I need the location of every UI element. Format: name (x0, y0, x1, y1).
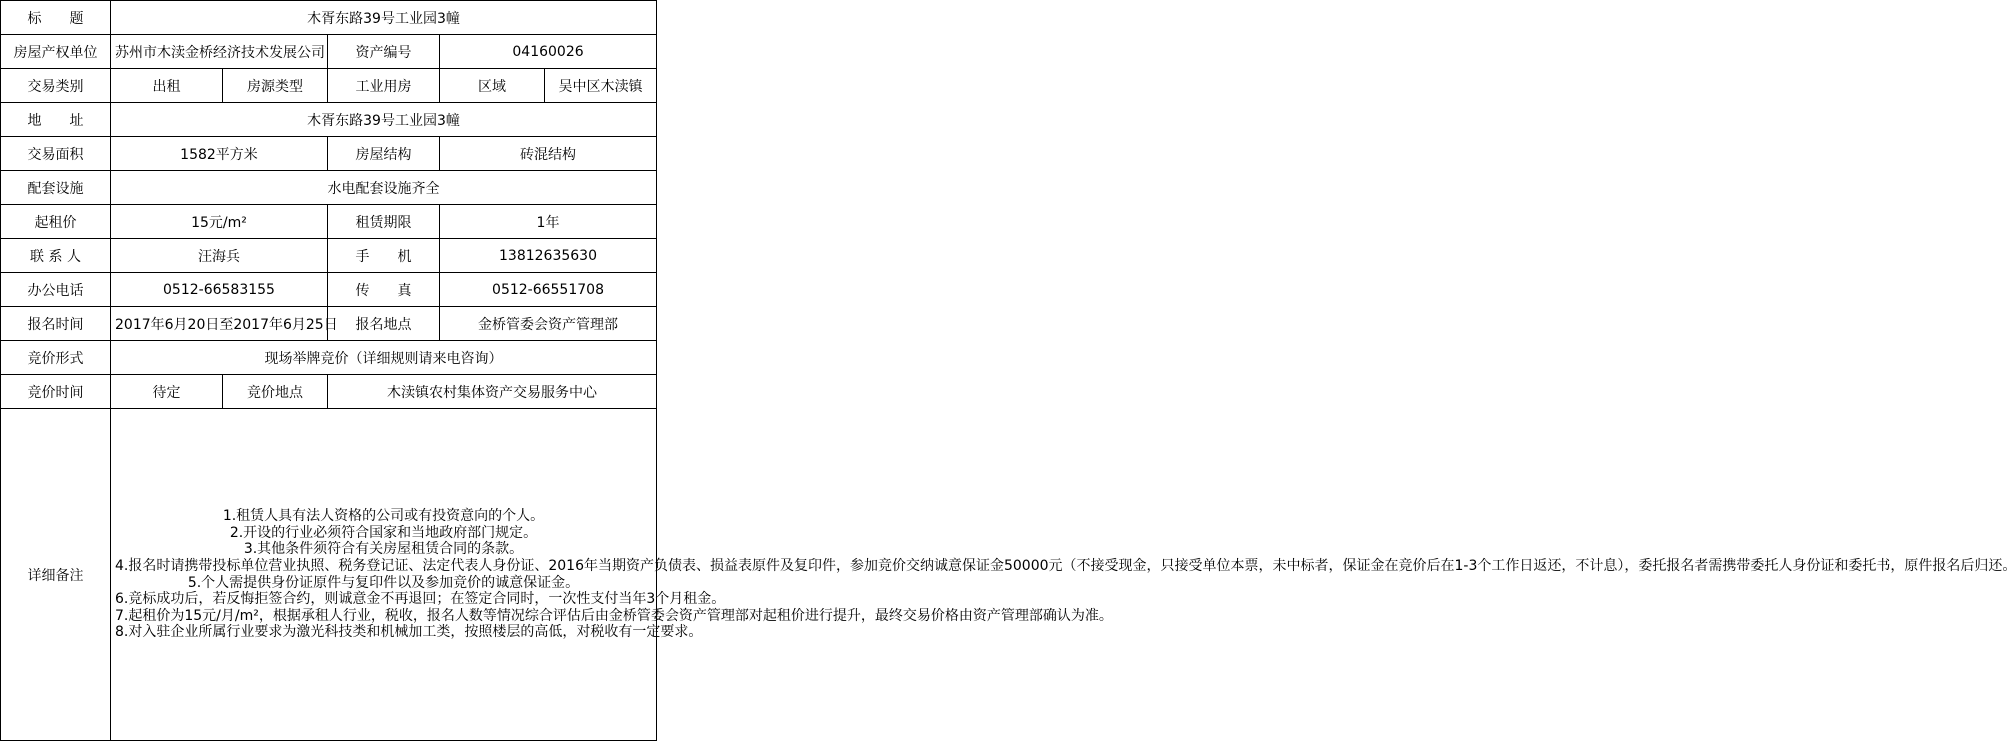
title-value: 木胥东路39号工业园3幢 (111, 1, 657, 35)
lease-term-label: 租赁期限 (328, 205, 440, 239)
trade-type-label: 交易类别 (1, 69, 111, 103)
row-trade (1, 69, 657, 103)
facility-label: 配套设施 (1, 171, 111, 205)
bid-form-value: 现场举牌竞价（详细规则请来电咨询） (111, 341, 657, 375)
note-item: 7.起租价为15元/月/m²，根据承租人行业，税收，报名人数等情况综合评估后由金桥管委会资产管理部对起租价进行提升，最终交易价格由资产管理部确认为准。 (115, 607, 1113, 624)
structure-label: 房屋结构 (328, 137, 440, 171)
signup-time-label: 报名时间 (1, 307, 111, 341)
lease-term-value: 1年 (440, 205, 657, 239)
office-phone-label: 办公电话 (1, 273, 111, 307)
row-owner (1, 35, 657, 69)
bid-time-value: 待定 (111, 375, 223, 409)
trade-type-value: 出租 (111, 69, 223, 103)
bid-place-value: 木渎镇农村集体资产交易服务中心 (328, 375, 657, 409)
property-type-value: 工业用房 (328, 69, 440, 103)
row-facility (1, 171, 657, 205)
facility-value: 水电配套设施齐全 (111, 171, 657, 205)
starting-rent-value: 15元/m² (111, 205, 328, 239)
row-bid-time (1, 375, 657, 409)
contact-label: 联 系 人 (1, 239, 111, 273)
row-notes (1, 409, 657, 741)
title-label: 标 题 (1, 1, 111, 35)
area-label: 交易面积 (1, 137, 111, 171)
row-area (1, 137, 657, 171)
bid-place-label: 竞价地点 (223, 375, 328, 409)
fax-value: 0512-66551708 (440, 273, 657, 307)
note-item: 1.租赁人具有法人资格的公司或有投资意向的个人。 (222, 508, 545, 525)
owner-value: 苏州市木渎金桥经济技术发展公司 (111, 35, 328, 69)
note-item: 8.对入驻企业所属行业要求为激光科技类和机械加工类，按照楼层的高低，对税收有一定要求。 (115, 624, 703, 641)
row-bid-form (1, 341, 657, 375)
fax-label: 传 真 (328, 273, 440, 307)
row-rent (1, 205, 657, 239)
note-item: 4.报名时请携带投标单位营业执照、税务登记证、法定代表人身份证、2016年当期资产负债表、损益表原件及复印件，参加竞价交纳诚意保证金50000元（不接受现金，只接受单位本票，未中标者，保证金在竞价后在1-3个工作日返还，不计息），委托报名者需携带委托人身份证和委托书，原件报名后归还。 (115, 557, 2016, 574)
asset-number-value: 04160026 (440, 35, 657, 69)
owner-label: 房屋产权单位 (1, 35, 111, 69)
region-label: 区域 (440, 69, 545, 103)
mobile-label: 手 机 (328, 239, 440, 273)
address-label: 地 址 (1, 103, 111, 137)
notes-content (111, 409, 2016, 741)
row-phone (1, 273, 657, 307)
note-item: 6.竞标成功后，若反悔拒签合约，则诚意金不再退回；在签定合同时，一次性支付当年3个月租金。 (115, 591, 726, 608)
office-phone-value: 0512-66583155 (111, 273, 328, 307)
signup-place-label: 报名地点 (328, 307, 440, 341)
notes-label: 详细备注 (1, 409, 111, 741)
bid-form-label: 竞价形式 (1, 341, 111, 375)
signup-place-value: 金桥管委会资产管理部 (440, 307, 657, 341)
asset-number-label: 资产编号 (328, 35, 440, 69)
note-item: 3.其他条件须符合有关房屋租赁合同的条款。 (243, 541, 524, 558)
signup-time-value: 2017年6月20日至2017年6月25日 (111, 307, 328, 341)
row-address (1, 103, 657, 137)
bid-time-label: 竞价时间 (1, 375, 111, 409)
row-contact (1, 239, 657, 273)
region-value: 吴中区木渎镇 (545, 69, 657, 103)
address-value: 木胥东路39号工业园3幢 (111, 103, 657, 137)
mobile-value: 13812635630 (440, 239, 657, 273)
property-type-label: 房源类型 (223, 69, 328, 103)
row-signup (1, 307, 657, 341)
contact-value: 汪海兵 (111, 239, 328, 273)
row-title (1, 1, 657, 35)
structure-value: 砖混结构 (440, 137, 657, 171)
note-item: 2.开设的行业必须符合国家和当地政府部门规定。 (229, 524, 538, 541)
starting-rent-label: 起租价 (1, 205, 111, 239)
note-item: 5.个人需提供身份证原件与复印件以及参加竞价的诚意保证金。 (187, 574, 580, 591)
area-value: 1582平方米 (111, 137, 328, 171)
